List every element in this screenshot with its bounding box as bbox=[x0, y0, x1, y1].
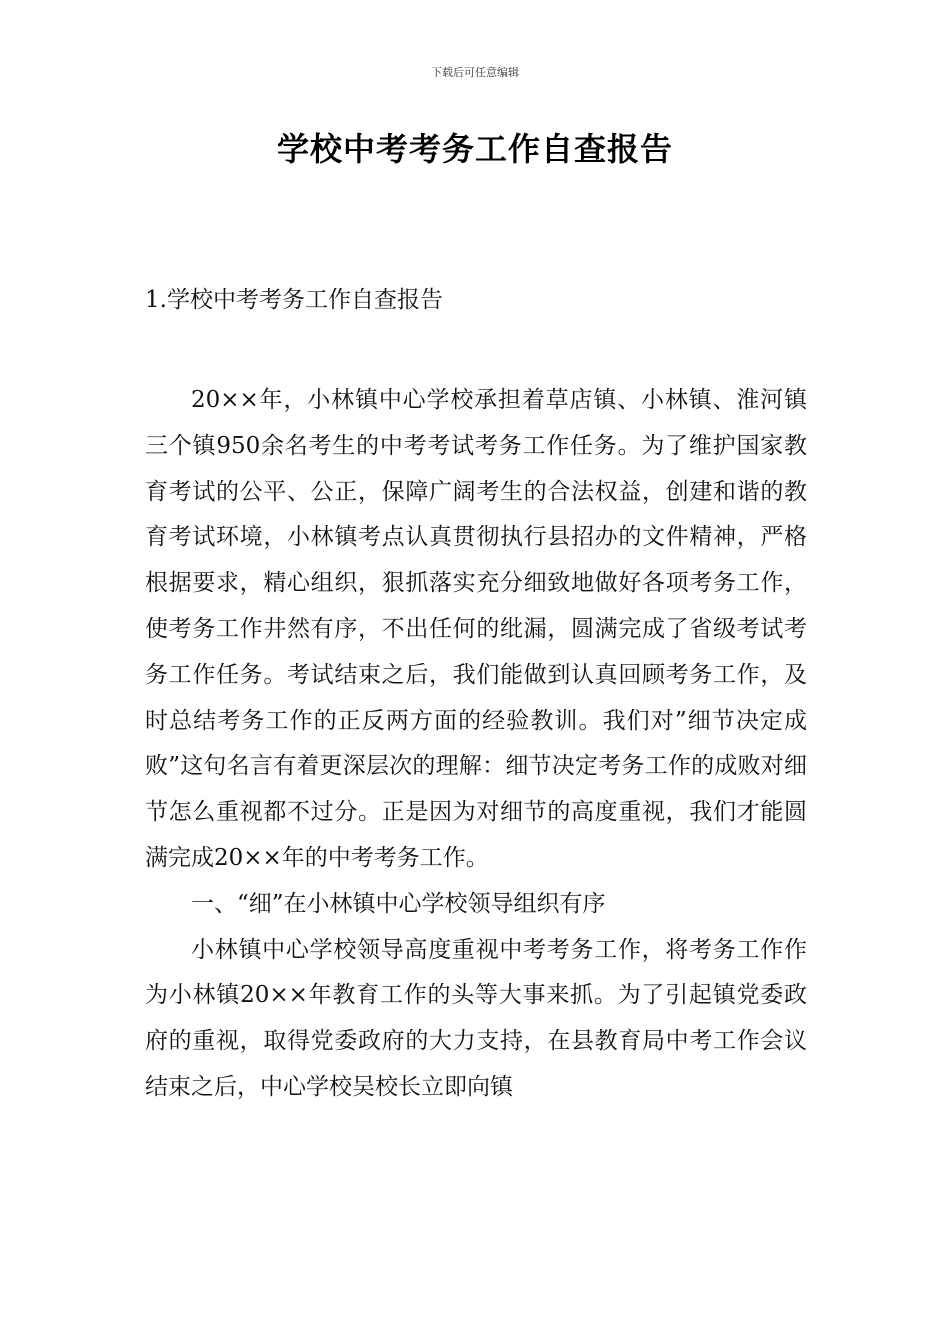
body-paragraph-leadership: 小林镇中心学校领导高度重视中考考务工作，将考务工作作为小林镇20××年教育工作的头等大事来抓。为了引起镇党委政府的重视，取得党委政府的大力支持，在县教育局中考工作会议结束之后，中心学校吴校长立即向镇 bbox=[145, 936, 807, 1100]
document-body bbox=[145, 378, 807, 1111]
section-heading: 1.学校中考考务工作自查报告 bbox=[145, 287, 443, 313]
subsection-heading: 一、“细”在小林镇中心学校领导组织有序 bbox=[191, 890, 606, 917]
document-title: 学校中考考务工作自查报告 bbox=[276, 130, 673, 168]
page-header-note: 下载后可任意编辑 bbox=[431, 66, 519, 79]
body-paragraph-intro: 20××年，小林镇中心学校承担着草店镇、小林镇、淮河镇三个镇950余名考生的中考考试考务工作任务。为了维护国家教育考试的公平、公正，保障广阔考生的合法权益，创建和谐的教育考试环境，小林镇考点认真贯彻执行县招办的文件精神，严格根据要求，精心组织，狠抓落实充分细致地做好各项考务工作，使考务工作井然有序，不出任何的纰漏，圆满完成了省级考试考务工作任务。考试结束之后，我们能做到认真回顾考务工作，及时总结考务工作的正反两方面的经验教训。我们对”细节决定成败”这句名言有着更深层次的理解：细节决定考务工作的成败对细节怎么重视都不过分。正是因为对细节的高度重视，我们才能圆满完成20××年的中考考务工作。 bbox=[145, 387, 807, 871]
